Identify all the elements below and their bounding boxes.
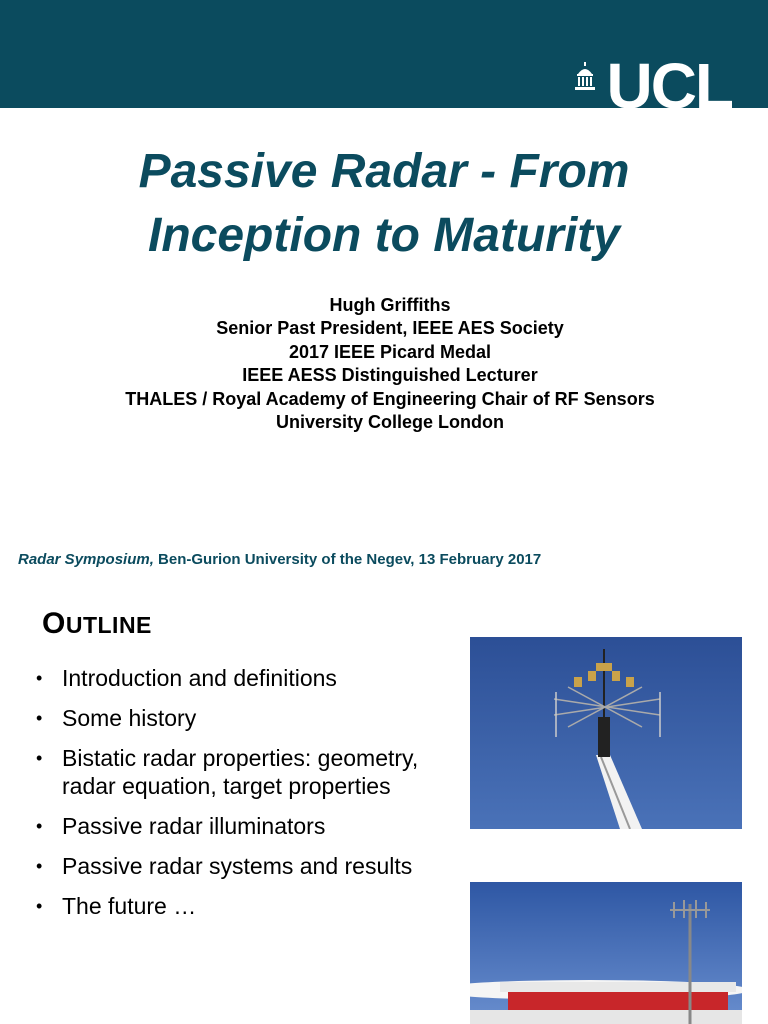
ucl-logo bbox=[574, 62, 732, 110]
list-item-text: Introduction and definitions bbox=[62, 665, 337, 691]
outline-heading bbox=[42, 607, 152, 641]
list-item-text: Some history bbox=[62, 705, 197, 731]
outline-list bbox=[36, 664, 456, 932]
antenna-array-photo bbox=[470, 637, 742, 829]
bullet-icon: • bbox=[36, 668, 43, 688]
outline-heading-rest: UTLINE bbox=[65, 612, 152, 638]
list-item bbox=[36, 852, 456, 880]
logo-text: UCL bbox=[606, 62, 732, 110]
list-item bbox=[36, 664, 456, 692]
antenna-array-image bbox=[470, 637, 742, 829]
author-block bbox=[0, 294, 768, 434]
author-role: Senior Past President, IEEE AES Society bbox=[216, 318, 564, 339]
portico-dome-icon bbox=[574, 62, 596, 90]
bullet-icon: • bbox=[36, 708, 43, 728]
title-line-1: Passive Radar - From bbox=[138, 145, 630, 198]
bullet-icon: • bbox=[36, 816, 43, 836]
author-name: Hugh Griffiths bbox=[329, 295, 451, 315]
title-line-2: Inception to Maturity bbox=[148, 209, 620, 262]
bullet-icon: • bbox=[36, 856, 43, 876]
list-item bbox=[36, 892, 456, 920]
list-item bbox=[36, 812, 456, 840]
list-item bbox=[36, 704, 456, 732]
header-bar bbox=[0, 0, 768, 108]
author-role: 2017 IEEE Picard Medal bbox=[288, 341, 492, 362]
bullet-icon: • bbox=[36, 896, 43, 916]
list-item-text: The future … bbox=[62, 893, 197, 919]
list-item bbox=[36, 744, 456, 800]
event-line bbox=[18, 551, 541, 568]
list-item-text: Passive radar systems and results bbox=[62, 853, 413, 879]
author-role: THALES / Royal Academy of Engineering Chair of RF Sensors bbox=[125, 388, 655, 409]
bullet-icon: • bbox=[36, 748, 43, 768]
author-role: IEEE AESS Distinguished Lecturer bbox=[242, 365, 538, 386]
event-name: Radar Symposium, bbox=[18, 551, 154, 568]
author-role: University College London bbox=[275, 412, 505, 433]
stadium-mast-photo bbox=[470, 882, 742, 1024]
list-item-text: Bistatic radar properties: geometry, radar equation, target properties bbox=[62, 745, 419, 799]
outline-heading-initial: O bbox=[42, 607, 66, 640]
page-title bbox=[0, 140, 768, 268]
event-details: Ben-Gurion University of the Negev, 13 February 2017 bbox=[153, 551, 542, 568]
stadium-mast-image bbox=[470, 882, 742, 1024]
list-item-text: Passive radar illuminators bbox=[62, 813, 326, 839]
